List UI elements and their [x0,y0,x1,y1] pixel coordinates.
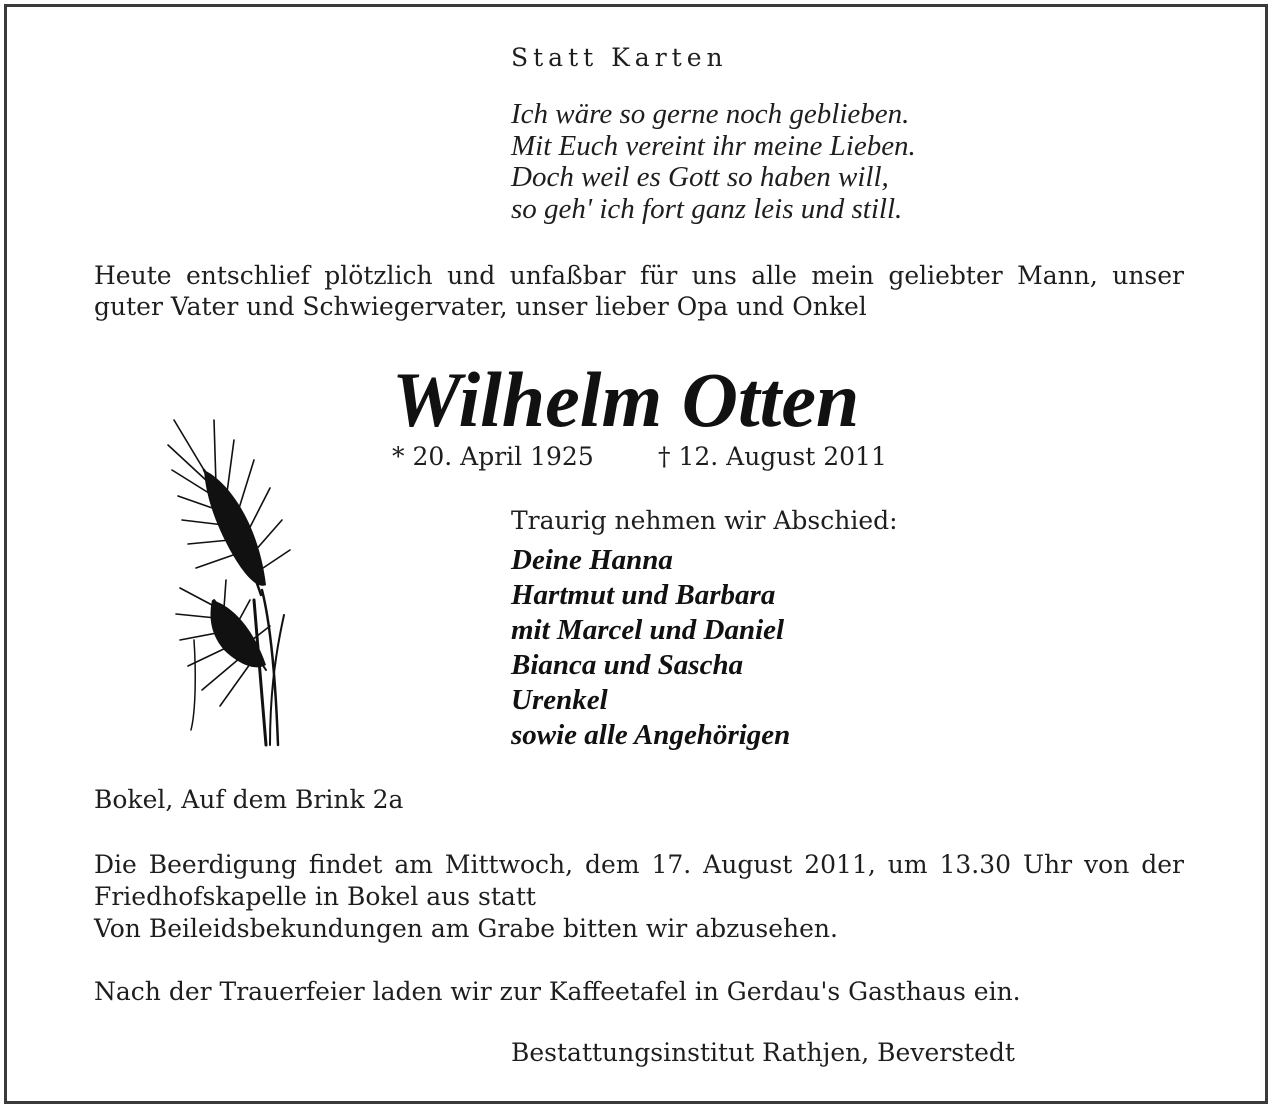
wheat-ear-icon [166,400,296,752]
funeral-line: Die Beerdigung findet am Mittwoch, dem 17. August 2011, um 13.30 Uhr von der [94,850,1184,879]
mourner-name: Deine Hanna [511,544,673,576]
mourner-name: mit Marcel und Daniel [511,614,785,646]
mourner-name: Urenkel [511,684,608,716]
death-date: † 12. August 2011 [658,442,887,471]
poem-line: Ich wäre so gerne noch geblieben. [511,98,910,130]
mourners-heading: Traurig nehmen wir Abschied: [511,506,898,535]
funeral-info [94,849,1184,945]
mourners-list [511,543,790,753]
birth-date: * 20. April 1925 [392,442,594,471]
intro-text: Heute entschlief plötzlich und unfaßbar für uns alle mein geliebter Mann, unser guter Vater und Schwiegervater, unser lieber Opa und Onkel [94,261,1184,321]
address: Bokel, Auf dem Brink 2a [94,785,404,814]
undertaker: Bestattungsinstitut Rathjen, Beverstedt [511,1038,1015,1067]
reception-info: Nach der Trauerfeier laden wir zur Kaffeetafel in Gerdau's Gasthaus ein. [94,977,1021,1006]
statt-karten-heading: Statt Karten [511,43,728,72]
poem-line: Mit Euch vereint ihr meine Lieben. [511,129,916,162]
poem-line: so geh' ich fort ganz leis und still. [511,192,903,225]
funeral-line: Friedhofskapelle in Bokel aus statt [94,882,536,911]
deceased-name: Wilhelm Otten [392,356,860,443]
mourner-name: sowie alle Angehörigen [511,719,791,751]
funeral-line: Von Beileidsbekundungen am Grabe bitten wir abzusehen. [94,914,838,943]
mourner-name: Hartmut und Barbara [511,579,776,611]
poem-line: Doch weil es Gott so haben will, [511,161,889,193]
poem [511,99,916,225]
mourner-name: Bianca und Sascha [511,649,744,681]
